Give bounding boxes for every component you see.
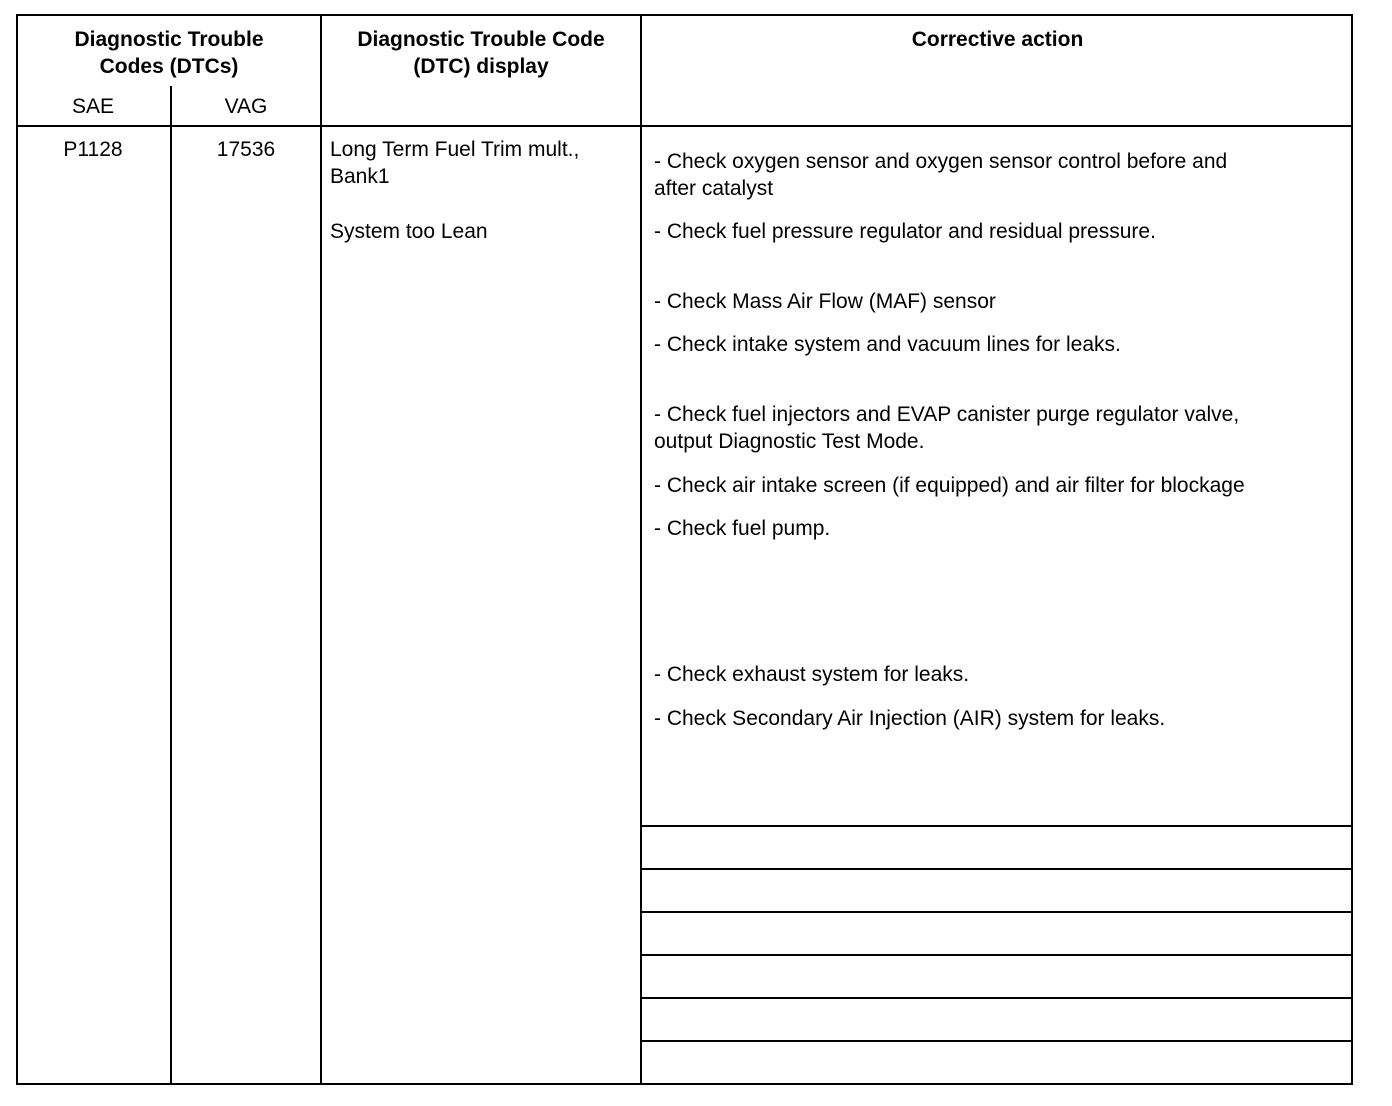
action-item: - Check air intake screen (if equipped) and air filter for blockage [654, 474, 1245, 497]
header-sae: SAE [71, 95, 115, 118]
action-item: - Check exhaust system for leaks. [654, 663, 970, 686]
empty-row-divider [642, 868, 1351, 870]
header-display-line2: (DTC) display [413, 55, 549, 78]
empty-row-divider [642, 1040, 1351, 1042]
col-divider-display-action [640, 16, 642, 1083]
action-item: - Check Mass Air Flow (MAF) sensor [654, 290, 996, 313]
empty-row-divider [642, 997, 1351, 999]
row-sae-code: P1128 [63, 138, 123, 161]
empty-row-divider [642, 825, 1351, 827]
action-item-line: after catalyst [654, 177, 774, 200]
action-item: - Check fuel pressure regulator and residual pressure. [654, 220, 1156, 243]
row-display-line1: Long Term Fuel Trim mult., [330, 138, 580, 161]
row-vag-code: 17536 [216, 138, 276, 161]
header-display-line1: Diagnostic Trouble Code [357, 28, 605, 51]
header-dtc-group-line1: Diagnostic Trouble [74, 28, 264, 51]
header-corrective-action: Corrective action [911, 28, 1084, 51]
col-divider-sae-vag [170, 86, 172, 1083]
action-item-line: output Diagnostic Test Mode. [654, 430, 925, 453]
header-vag: VAG [224, 95, 268, 118]
header-divider [18, 125, 1351, 127]
col-divider-codes-display [320, 16, 322, 1083]
row-display-text [330, 136, 579, 190]
empty-row-divider [642, 911, 1351, 913]
empty-row-divider [642, 954, 1351, 956]
action-item: - Check fuel pump. [654, 517, 831, 540]
row-display-condition: System too Lean [330, 220, 488, 243]
row-display-line2: Bank1 [330, 165, 390, 188]
header-display [322, 26, 640, 80]
dtc-table [16, 14, 1353, 1085]
action-item: - Check intake system and vacuum lines for leaks. [654, 333, 1121, 356]
action-item-line: - Check oxygen sensor and oxygen sensor control before and [654, 150, 1228, 173]
action-item [654, 148, 1227, 202]
header-dtc-group-line2: Codes (DTCs) [99, 55, 239, 78]
header-dtc-group [18, 26, 320, 80]
action-item: - Check Secondary Air Injection (AIR) system for leaks. [654, 707, 1166, 730]
action-item-line: - Check fuel injectors and EVAP canister purge regulator valve, [654, 403, 1240, 426]
action-item [654, 401, 1239, 455]
